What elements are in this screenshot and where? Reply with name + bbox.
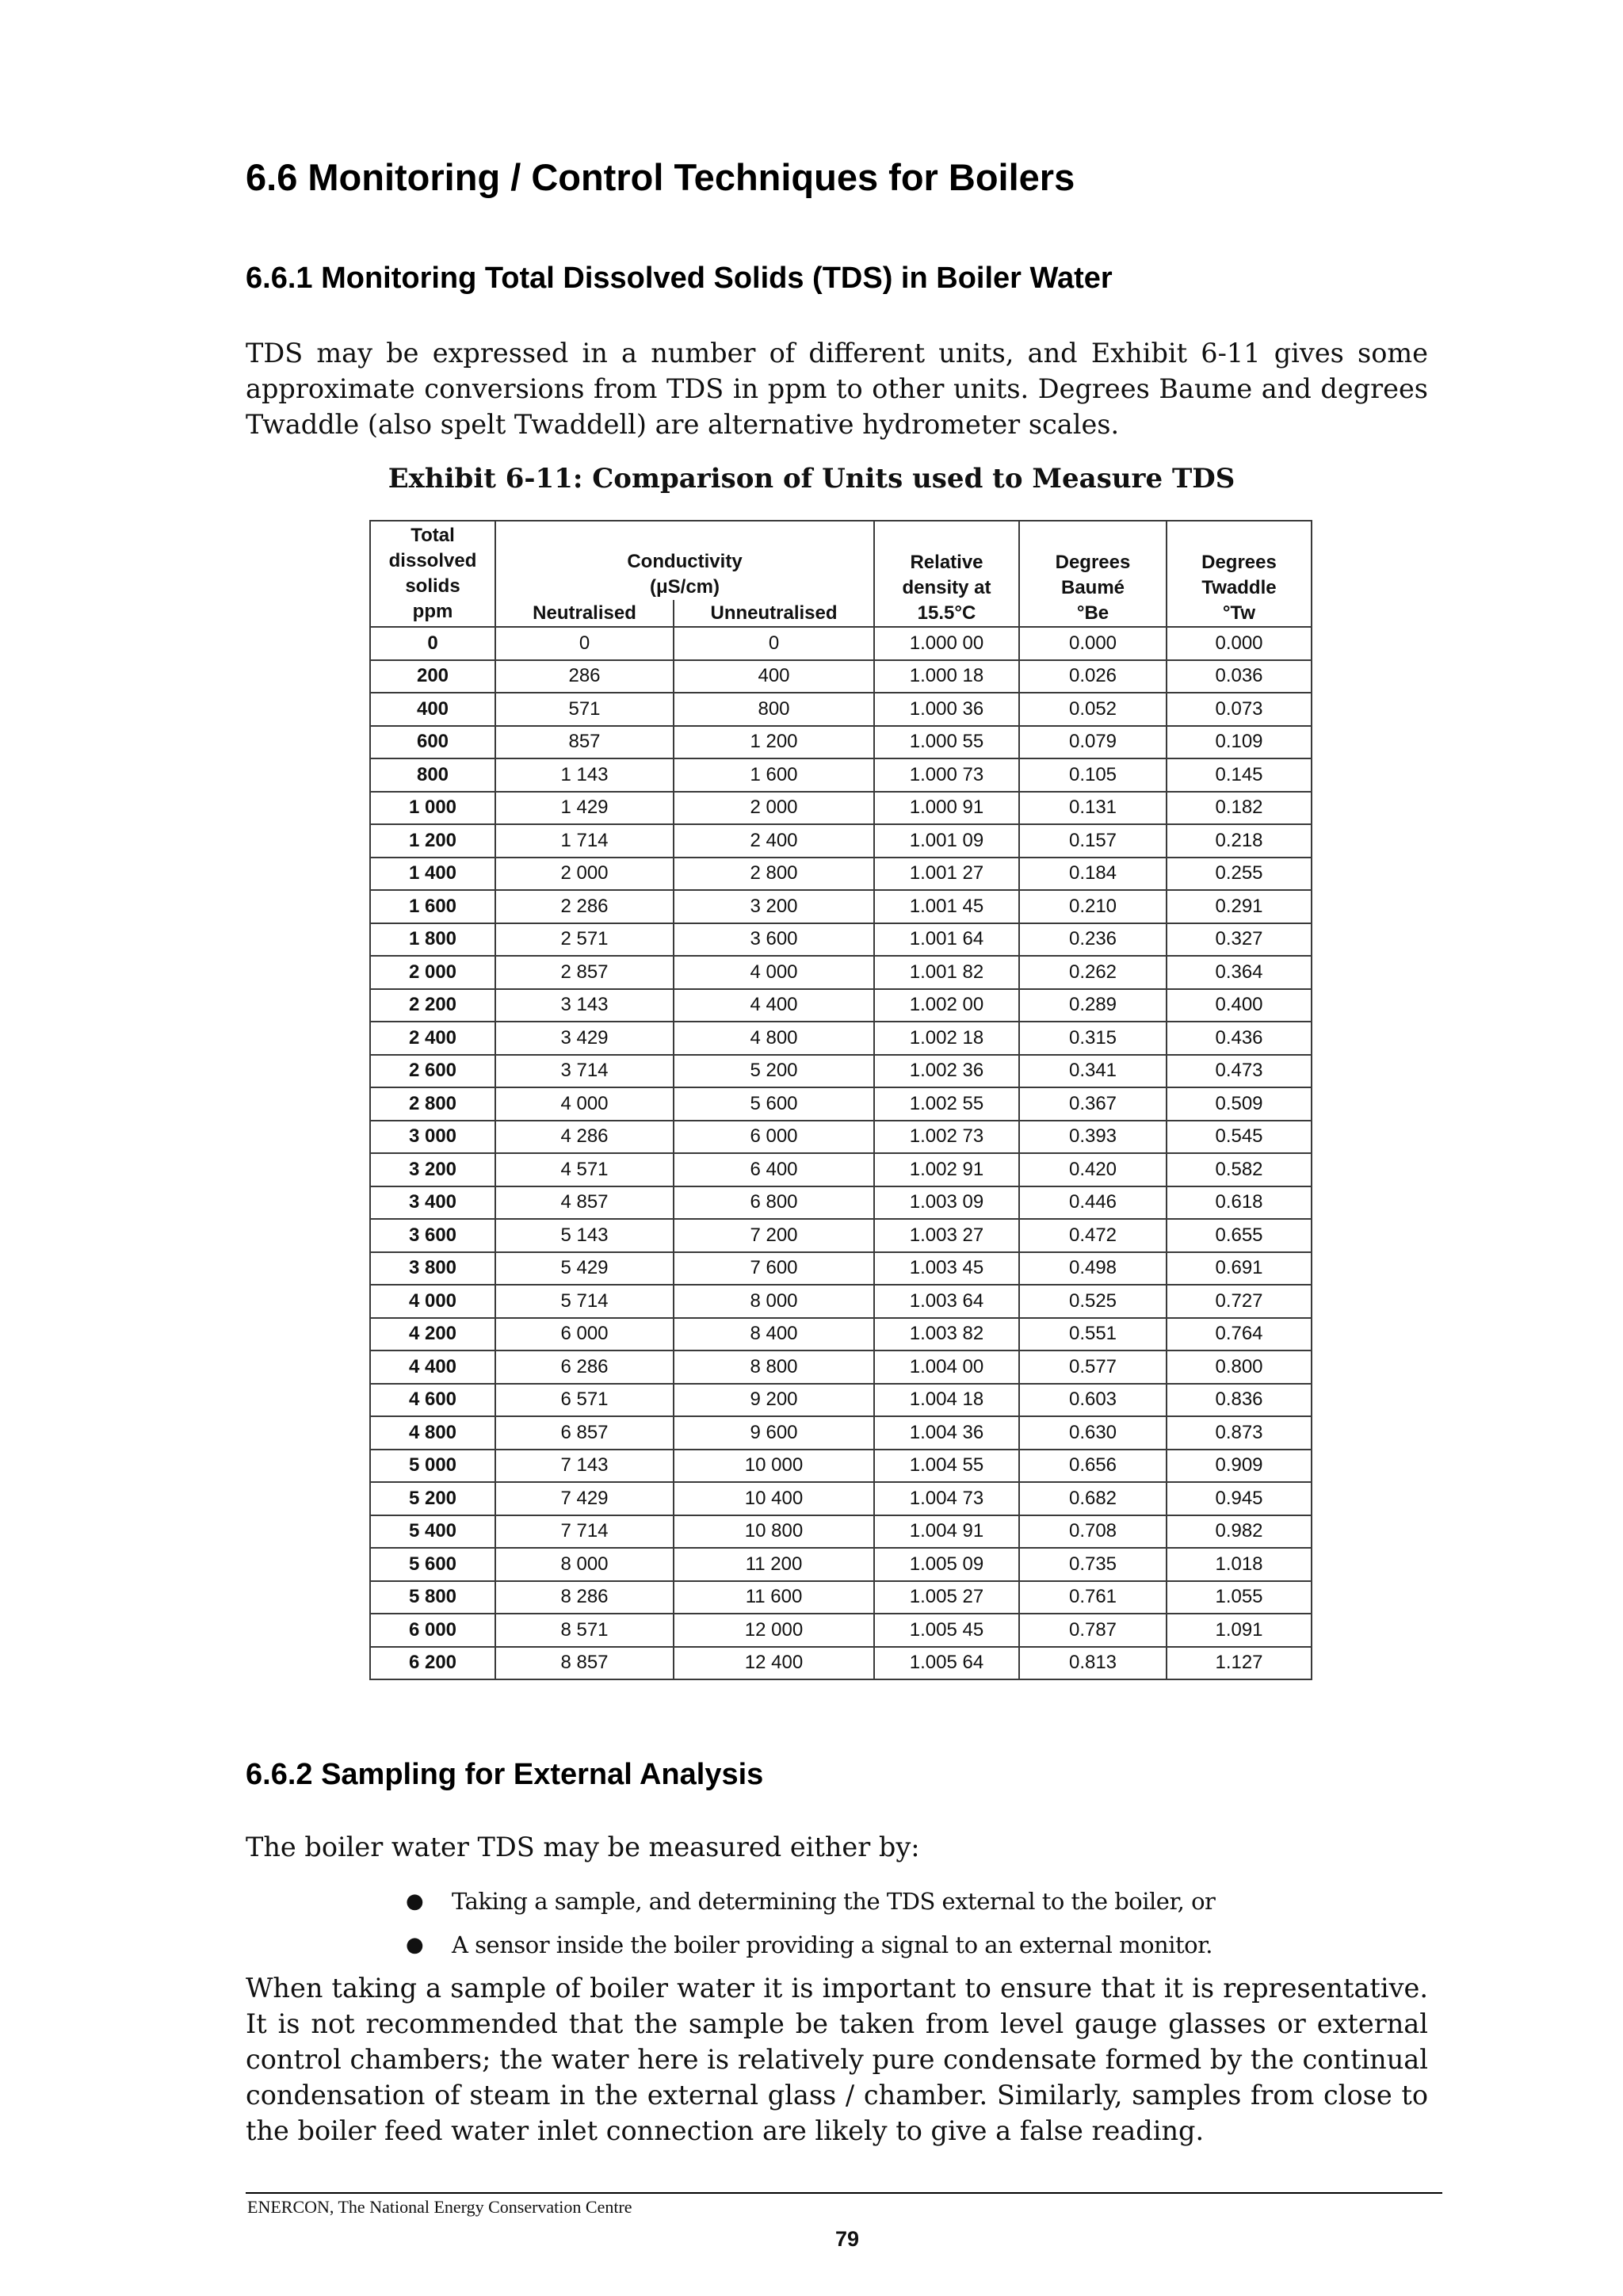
cell-neutralised: 0	[495, 627, 674, 660]
cell-twaddle: 1.091	[1167, 1614, 1312, 1647]
table-row	[370, 1482, 1312, 1515]
cell-relative-density: 1.005 45	[874, 1614, 1019, 1647]
cell-baume: 0.393	[1019, 1121, 1167, 1154]
cell-baume: 0.498	[1019, 1252, 1167, 1286]
cell-tds: 3 200	[370, 1153, 495, 1186]
cell-neutralised: 2 857	[495, 956, 674, 989]
cell-tds: 3 000	[370, 1121, 495, 1154]
cell-baume: 0.105	[1019, 758, 1167, 792]
header-baume	[1019, 521, 1167, 627]
cell-relative-density: 1.002 36	[874, 1055, 1019, 1088]
cell-twaddle: 1.018	[1167, 1548, 1312, 1581]
cell-twaddle: 0.909	[1167, 1450, 1312, 1483]
table-row	[370, 660, 1312, 693]
cell-neutralised: 571	[495, 693, 674, 726]
cell-tds: 1 400	[370, 858, 495, 891]
table-row	[370, 1384, 1312, 1417]
cell-twaddle: 0.691	[1167, 1252, 1312, 1286]
cell-twaddle: 0.182	[1167, 792, 1312, 825]
cell-neutralised: 4 857	[495, 1186, 674, 1220]
bullet-icon: ●	[406, 1889, 424, 1913]
table-row	[370, 1416, 1312, 1450]
cell-neutralised: 7 429	[495, 1482, 674, 1515]
cell-unneutralised: 11 600	[674, 1581, 874, 1614]
table-row	[370, 1450, 1312, 1483]
cell-twaddle: 0.073	[1167, 693, 1312, 726]
table-row	[370, 1581, 1312, 1614]
cell-relative-density: 1.000 00	[874, 627, 1019, 660]
subsection-heading-sampling: 6.6.2 Sampling for External Analysis	[246, 1758, 764, 1791]
footer-organization: ENERCON, The National Energy Conservation Centre	[247, 2197, 632, 2217]
cell-neutralised: 5 143	[495, 1219, 674, 1252]
cell-twaddle: 0.945	[1167, 1482, 1312, 1515]
cell-tds: 2 200	[370, 989, 495, 1022]
table-row	[370, 890, 1312, 923]
cell-baume: 0.603	[1019, 1384, 1167, 1417]
cell-tds: 0	[370, 627, 495, 660]
cell-baume: 0.157	[1019, 824, 1167, 858]
cell-tds: 400	[370, 693, 495, 726]
cell-neutralised: 1 429	[495, 792, 674, 825]
cell-unneutralised: 4 000	[674, 956, 874, 989]
cell-relative-density: 1.001 82	[874, 956, 1019, 989]
cell-neutralised: 1 714	[495, 824, 674, 858]
header-unneutralised: Unneutralised	[674, 600, 874, 627]
cell-twaddle: 1.127	[1167, 1647, 1312, 1680]
cell-tds: 2 600	[370, 1055, 495, 1088]
cell-baume: 0.289	[1019, 989, 1167, 1022]
cell-twaddle: 0.036	[1167, 660, 1312, 693]
cell-unneutralised: 3 600	[674, 923, 874, 957]
cell-relative-density: 1.002 55	[874, 1087, 1019, 1121]
cell-relative-density: 1.003 27	[874, 1219, 1019, 1252]
cell-unneutralised: 5 600	[674, 1087, 874, 1121]
cell-tds: 1 600	[370, 890, 495, 923]
cell-tds: 1 800	[370, 923, 495, 957]
cell-twaddle: 0.655	[1167, 1219, 1312, 1252]
table-row	[370, 1614, 1312, 1647]
cell-neutralised: 3 429	[495, 1022, 674, 1055]
table-row	[370, 1121, 1312, 1154]
cell-baume: 0.446	[1019, 1186, 1167, 1220]
cell-neutralised: 5 714	[495, 1285, 674, 1318]
cell-relative-density: 1.005 64	[874, 1647, 1019, 1680]
cell-unneutralised: 10 000	[674, 1450, 874, 1483]
cell-unneutralised: 10 800	[674, 1515, 874, 1549]
cell-twaddle: 1.055	[1167, 1581, 1312, 1614]
table-body	[370, 627, 1312, 1679]
cell-unneutralised: 4 400	[674, 989, 874, 1022]
cell-tds: 1 000	[370, 792, 495, 825]
cell-neutralised: 2 571	[495, 923, 674, 957]
cell-tds: 4 200	[370, 1318, 495, 1351]
table-row	[370, 758, 1312, 792]
table-row	[370, 1318, 1312, 1351]
cell-twaddle: 0.727	[1167, 1285, 1312, 1318]
table-row	[370, 1350, 1312, 1384]
header-twaddle	[1167, 521, 1312, 627]
cell-tds: 2 400	[370, 1022, 495, 1055]
cell-neutralised: 8 000	[495, 1548, 674, 1581]
cell-baume: 0.472	[1019, 1219, 1167, 1252]
cell-baume: 0.184	[1019, 858, 1167, 891]
cell-baume: 0.761	[1019, 1581, 1167, 1614]
cell-unneutralised: 2 000	[674, 792, 874, 825]
cell-relative-density: 1.000 18	[874, 660, 1019, 693]
cell-relative-density: 1.001 09	[874, 824, 1019, 858]
cell-twaddle: 0.873	[1167, 1416, 1312, 1450]
cell-neutralised: 8 286	[495, 1581, 674, 1614]
header-twaddle-text: Degrees Twaddle °Tw	[1201, 552, 1277, 624]
cell-baume: 0.079	[1019, 726, 1167, 759]
cell-relative-density: 1.005 09	[874, 1548, 1019, 1581]
cell-tds: 5 200	[370, 1482, 495, 1515]
cell-twaddle: 0.982	[1167, 1515, 1312, 1549]
cell-neutralised: 286	[495, 660, 674, 693]
cell-baume: 0.262	[1019, 956, 1167, 989]
cell-unneutralised: 400	[674, 660, 874, 693]
cell-relative-density: 1.001 27	[874, 858, 1019, 891]
table-row	[370, 1219, 1312, 1252]
sampling-paragraph: When taking a sample of boiler water it is important to ensure that it is representative. It is not recommended that the sample be taken from level gauge glasses or external control chambers; the water here is relatively pure condensate formed by the continual condensation of steam in the external glass / chamber. Similarly, samples from close to the boiler feed water inlet connection are likely to give a false reading.	[246, 1973, 1428, 2146]
cell-neutralised: 1 143	[495, 758, 674, 792]
cell-baume: 0.000	[1019, 627, 1167, 660]
cell-tds: 2 800	[370, 1087, 495, 1121]
cell-unneutralised: 6 000	[674, 1121, 874, 1154]
cell-baume: 0.577	[1019, 1350, 1167, 1384]
list-item-text: Taking a sample, and determining the TDS external to the boiler, or	[452, 1888, 1216, 1915]
cell-twaddle: 0.145	[1167, 758, 1312, 792]
table-row	[370, 627, 1312, 660]
table-row	[370, 824, 1312, 858]
cell-tds: 5 000	[370, 1450, 495, 1483]
cell-unneutralised: 12 400	[674, 1647, 874, 1680]
cell-neutralised: 8 571	[495, 1614, 674, 1647]
cell-tds: 4 600	[370, 1384, 495, 1417]
header-relative-density-text: Relative density at 15.5°C	[902, 552, 991, 624]
cell-unneutralised: 11 200	[674, 1548, 874, 1581]
cell-relative-density: 1.005 27	[874, 1581, 1019, 1614]
table-row	[370, 1087, 1312, 1121]
cell-neutralised: 6 571	[495, 1384, 674, 1417]
cell-baume: 0.682	[1019, 1482, 1167, 1515]
cell-tds: 6 000	[370, 1614, 495, 1647]
cell-relative-density: 1.002 91	[874, 1153, 1019, 1186]
table-row	[370, 1548, 1312, 1581]
cell-relative-density: 1.004 36	[874, 1416, 1019, 1450]
cell-unneutralised: 8 000	[674, 1285, 874, 1318]
cell-relative-density: 1.002 18	[874, 1022, 1019, 1055]
cell-neutralised: 4 571	[495, 1153, 674, 1186]
cell-unneutralised: 0	[674, 627, 874, 660]
cell-relative-density: 1.000 91	[874, 792, 1019, 825]
cell-tds: 800	[370, 758, 495, 792]
cell-baume: 0.551	[1019, 1318, 1167, 1351]
cell-unneutralised: 5 200	[674, 1055, 874, 1088]
cell-relative-density: 1.000 55	[874, 726, 1019, 759]
cell-unneutralised: 800	[674, 693, 874, 726]
cell-baume: 0.052	[1019, 693, 1167, 726]
cell-unneutralised: 8 800	[674, 1350, 874, 1384]
cell-tds: 200	[370, 660, 495, 693]
cell-neutralised: 7 714	[495, 1515, 674, 1549]
table-row	[370, 956, 1312, 989]
cell-twaddle: 0.109	[1167, 726, 1312, 759]
cell-baume: 0.420	[1019, 1153, 1167, 1186]
cell-relative-density: 1.004 00	[874, 1350, 1019, 1384]
table-row	[370, 693, 1312, 726]
cell-baume: 0.367	[1019, 1087, 1167, 1121]
cell-neutralised: 3 143	[495, 989, 674, 1022]
cell-tds: 5 800	[370, 1581, 495, 1614]
header-neutralised: Neutralised	[495, 600, 674, 627]
cell-neutralised: 6 857	[495, 1416, 674, 1450]
table-row	[370, 792, 1312, 825]
cell-neutralised: 4 286	[495, 1121, 674, 1154]
cell-relative-density: 1.003 64	[874, 1285, 1019, 1318]
cell-neutralised: 5 429	[495, 1252, 674, 1286]
cell-unneutralised: 2 800	[674, 858, 874, 891]
table-row	[370, 1022, 1312, 1055]
cell-neutralised: 2 286	[495, 890, 674, 923]
cell-twaddle: 0.218	[1167, 824, 1312, 858]
section-heading: 6.6 Monitoring / Control Techniques for Boilers	[246, 156, 1075, 198]
cell-tds: 4 400	[370, 1350, 495, 1384]
header-conductivity	[495, 521, 874, 600]
cell-relative-density: 1.003 09	[874, 1186, 1019, 1220]
cell-unneutralised: 9 600	[674, 1416, 874, 1450]
cell-unneutralised: 6 400	[674, 1153, 874, 1186]
cell-relative-density: 1.003 45	[874, 1252, 1019, 1286]
cell-baume: 0.026	[1019, 660, 1167, 693]
table-row	[370, 923, 1312, 957]
cell-neutralised: 2 000	[495, 858, 674, 891]
cell-relative-density: 1.004 55	[874, 1450, 1019, 1483]
cell-unneutralised: 3 200	[674, 890, 874, 923]
cell-twaddle: 0.436	[1167, 1022, 1312, 1055]
cell-unneutralised: 1 600	[674, 758, 874, 792]
cell-baume: 0.525	[1019, 1285, 1167, 1318]
cell-relative-density: 1.002 00	[874, 989, 1019, 1022]
cell-relative-density: 1.004 18	[874, 1384, 1019, 1417]
table-row	[370, 1285, 1312, 1318]
cell-tds: 3 400	[370, 1186, 495, 1220]
cell-twaddle: 0.836	[1167, 1384, 1312, 1417]
table-row	[370, 1186, 1312, 1220]
cell-unneutralised: 7 600	[674, 1252, 874, 1286]
cell-tds: 600	[370, 726, 495, 759]
cell-baume: 0.236	[1019, 923, 1167, 957]
cell-twaddle: 0.327	[1167, 923, 1312, 957]
cell-twaddle: 0.618	[1167, 1186, 1312, 1220]
cell-twaddle: 0.000	[1167, 627, 1312, 660]
cell-unneutralised: 10 400	[674, 1482, 874, 1515]
cell-relative-density: 1.000 36	[874, 693, 1019, 726]
header-baume-text: Degrees Baumé °Be	[1055, 552, 1131, 624]
cell-baume: 0.315	[1019, 1022, 1167, 1055]
cell-twaddle: 0.764	[1167, 1318, 1312, 1351]
cell-relative-density: 1.000 73	[874, 758, 1019, 792]
sampling-intro: The boiler water TDS may be measured either by:	[246, 1832, 920, 1862]
cell-twaddle: 0.582	[1167, 1153, 1312, 1186]
cell-tds: 3 600	[370, 1219, 495, 1252]
table-row	[370, 1252, 1312, 1286]
table-row	[370, 858, 1312, 891]
tds-units-table	[369, 520, 1312, 1680]
cell-baume: 0.708	[1019, 1515, 1167, 1549]
cell-baume: 0.630	[1019, 1416, 1167, 1450]
header-tds	[370, 521, 495, 627]
cell-unneutralised: 9 200	[674, 1384, 874, 1417]
cell-twaddle: 0.364	[1167, 956, 1312, 989]
cell-relative-density: 1.002 73	[874, 1121, 1019, 1154]
table-header	[370, 521, 1312, 627]
bullet-icon: ●	[406, 1933, 424, 1957]
cell-unneutralised: 4 800	[674, 1022, 874, 1055]
tds-intro-paragraph: TDS may be expressed in a number of different units, and Exhibit 6-11 gives some approximate conversions from TDS in ppm to other units. Degrees Baume and degrees Twaddle (also spelt Twaddell) are alternative hydrometer scales.	[246, 338, 1428, 440]
cell-twaddle: 0.545	[1167, 1121, 1312, 1154]
cell-baume: 0.735	[1019, 1548, 1167, 1581]
cell-tds: 4 800	[370, 1416, 495, 1450]
cell-unneutralised: 2 400	[674, 824, 874, 858]
table-row	[370, 1647, 1312, 1680]
cell-unneutralised: 7 200	[674, 1219, 874, 1252]
cell-tds: 5 400	[370, 1515, 495, 1549]
header-conductivity-text: Conductivity (μS/cm)	[627, 551, 743, 598]
table-row	[370, 1055, 1312, 1088]
cell-unneutralised: 1 200	[674, 726, 874, 759]
cell-tds: 5 600	[370, 1548, 495, 1581]
cell-relative-density: 1.004 73	[874, 1482, 1019, 1515]
cell-baume: 0.210	[1019, 890, 1167, 923]
cell-relative-density: 1.004 91	[874, 1515, 1019, 1549]
cell-relative-density: 1.001 45	[874, 890, 1019, 923]
cell-baume: 0.656	[1019, 1450, 1167, 1483]
cell-neutralised: 8 857	[495, 1647, 674, 1680]
tds-units-table-wrapper	[369, 520, 1311, 1680]
cell-twaddle: 0.800	[1167, 1350, 1312, 1384]
table-row	[370, 1515, 1312, 1549]
cell-neutralised: 4 000	[495, 1087, 674, 1121]
footer-divider	[246, 2192, 1442, 2194]
cell-twaddle: 0.509	[1167, 1087, 1312, 1121]
cell-baume: 0.341	[1019, 1055, 1167, 1088]
cell-tds: 2 000	[370, 956, 495, 989]
list-item-text: A sensor inside the boiler providing a signal to an external monitor.	[452, 1931, 1213, 1958]
cell-neutralised: 857	[495, 726, 674, 759]
cell-neutralised: 6 000	[495, 1318, 674, 1351]
table-row	[370, 989, 1312, 1022]
cell-neutralised: 6 286	[495, 1350, 674, 1384]
cell-neutralised: 7 143	[495, 1450, 674, 1483]
cell-unneutralised: 8 400	[674, 1318, 874, 1351]
exhibit-caption: Exhibit 6-11: Comparison of Units used to Measure TDS	[388, 463, 1235, 495]
cell-twaddle: 0.255	[1167, 858, 1312, 891]
list-item	[385, 1924, 1215, 1967]
cell-unneutralised: 6 800	[674, 1186, 874, 1220]
cell-baume: 0.787	[1019, 1614, 1167, 1647]
cell-tds: 1 200	[370, 824, 495, 858]
cell-unneutralised: 12 000	[674, 1614, 874, 1647]
cell-tds: 4 000	[370, 1285, 495, 1318]
cell-baume: 0.131	[1019, 792, 1167, 825]
cell-neutralised: 3 714	[495, 1055, 674, 1088]
header-tds-text: Total dissolved solids ppm	[388, 525, 477, 622]
cell-relative-density: 1.003 82	[874, 1318, 1019, 1351]
cell-twaddle: 0.473	[1167, 1055, 1312, 1088]
table-row	[370, 726, 1312, 759]
header-relative-density	[874, 521, 1019, 627]
cell-tds: 6 200	[370, 1647, 495, 1680]
subsection-heading-tds: 6.6.1 Monitoring Total Dissolved Solids (TDS) in Boiler Water	[246, 262, 1113, 295]
cell-twaddle: 0.400	[1167, 989, 1312, 1022]
list-item	[385, 1880, 1215, 1924]
table-row	[370, 1153, 1312, 1186]
sampling-methods-list	[385, 1880, 1215, 1967]
page-number: 79	[834, 2227, 860, 2251]
cell-twaddle: 0.291	[1167, 890, 1312, 923]
cell-relative-density: 1.001 64	[874, 923, 1019, 957]
cell-tds: 3 800	[370, 1252, 495, 1286]
cell-baume: 0.813	[1019, 1647, 1167, 1680]
